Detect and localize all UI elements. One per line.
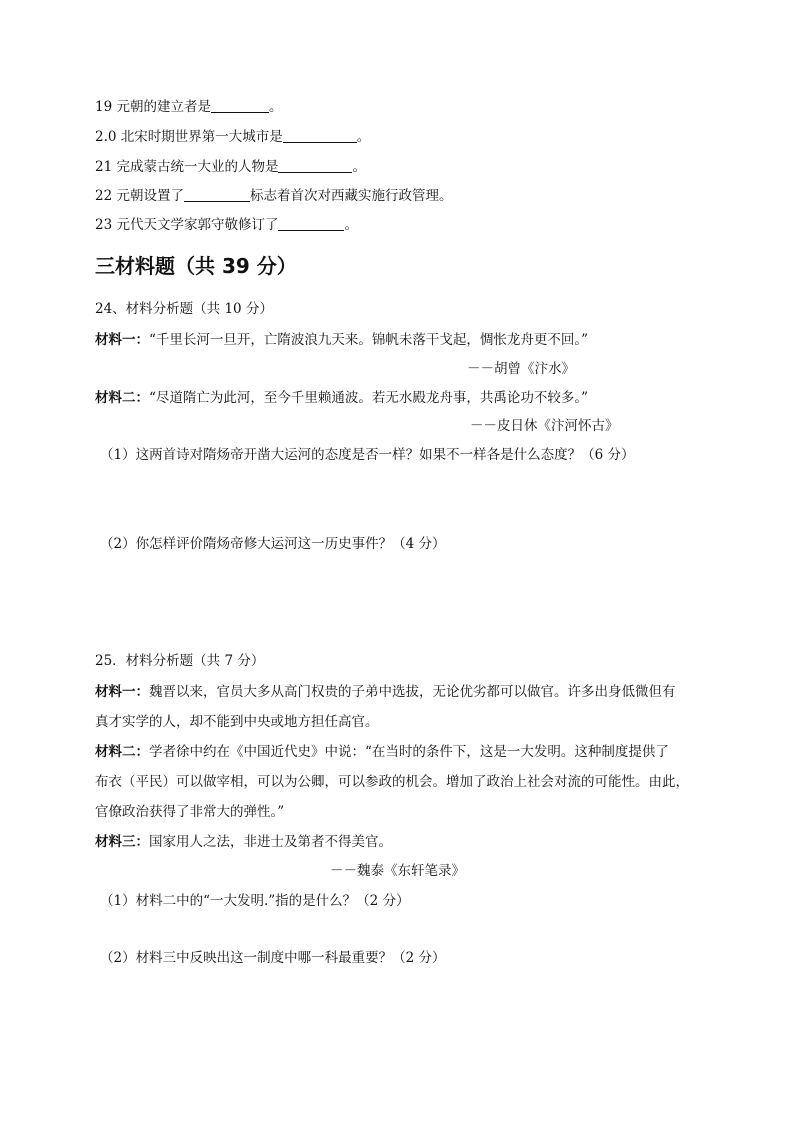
question-22-end: 标志着首次对西藏实施行政管理。 [249,188,453,204]
question-21 [95,158,366,176]
section-title: 三材料题（共 39 分） [95,254,297,278]
question-20-text: 2.0 北宋时期世界第一大城市是 [95,129,283,145]
question-19 [95,98,282,116]
q25-sub-question-2: （2）材料三中反映出这一制度中哪一科最重要？（2 分） [100,950,446,966]
question-21-end: 。 [352,159,366,175]
q25-material-2-line-3: 官僚政治获得了非常大的弹性。” [95,804,285,820]
question-21-text: 21 完成蒙古统一大业的人物是 [95,159,279,175]
material-text: “尽道隋亡为此河，至今千里赖通波。若无水殿龙舟事，共禹论功不较多。” [149,390,589,406]
question-19-end: 。 [268,99,283,115]
q24-material-1 [95,331,588,349]
q24-material-2 [95,389,588,407]
q24-sub-question-1: （1）这两首诗对隋炀帝开凿大运河的态度是否一样？如果不一样各是什么态度？（6 分） [100,447,635,463]
q25-material-2-line-2: 布衣（平民）可以做宰相，可以为公卿，可以参政的机会。增加了政治上社会对流的可能性。由此， [95,774,689,790]
q24-material-2-source: －－皮日休《汴河怀古》 [470,418,619,434]
q25-material-3-source: －－魏泰《东轩笔录》 [330,863,465,879]
material-text: “千里长河一旦开，亡隋波浪九天来。锦帆未落干戈起，惆怅龙舟更不回。” [149,332,589,348]
answer-blank[interactable] [283,128,357,143]
question-23-text: 23 元代天文学家郭守敬修订了 [95,217,279,233]
q25-material-1-line-1 [95,683,676,701]
answer-blank[interactable] [184,187,250,202]
material-label: 材料二： [95,744,149,760]
material-label: 材料二： [95,390,149,406]
q24-sub-question-2: （2）你怎样评价隋炀帝修大运河这一历史事件？（4 分） [100,536,446,552]
question-22-text: 22 元朝设置了 [95,188,184,204]
material-text: 学者徐中约在《中国近代史》中说：“在当时的条件下，这是一大发明。这种制度提供了 [149,744,669,760]
material-text: 国家用人之法，非进士及第者不得美官。 [149,834,392,850]
answer-blank[interactable] [211,98,269,113]
question-23 [95,216,358,234]
material-label: 材料一： [95,684,149,700]
answer-blank[interactable] [278,216,344,231]
q24-heading: 24、材料分析题（共 10 分） [95,301,273,317]
question-20 [95,128,370,146]
question-22 [95,187,452,205]
answer-blank[interactable] [278,158,352,173]
material-label: 材料三： [95,834,149,850]
material-text: 魏晋以来，官员大多从高门权贵的子弟中选拔，无论优劣都可以做官。许多出身低微但有 [149,684,676,700]
question-23-end: 。 [344,217,358,233]
question-19-text: 19 元朝的建立者是 [95,99,211,115]
q25-material-1-line-2: 真才实学的人，却不能到中央或地方担任高官。 [95,714,379,730]
q25-material-2-line-1 [95,743,669,761]
question-20-end: 。 [356,129,371,145]
material-label: 材料一： [95,332,149,348]
q24-material-1-source: －－胡曾《汴水》 [467,361,575,377]
q25-heading: 25．材料分析题（共 7 分） [95,653,265,669]
q25-material-3 [95,833,392,851]
q25-sub-question-1: （1）材料二中的“一大发明.”指的是什么？（2 分） [100,893,410,909]
